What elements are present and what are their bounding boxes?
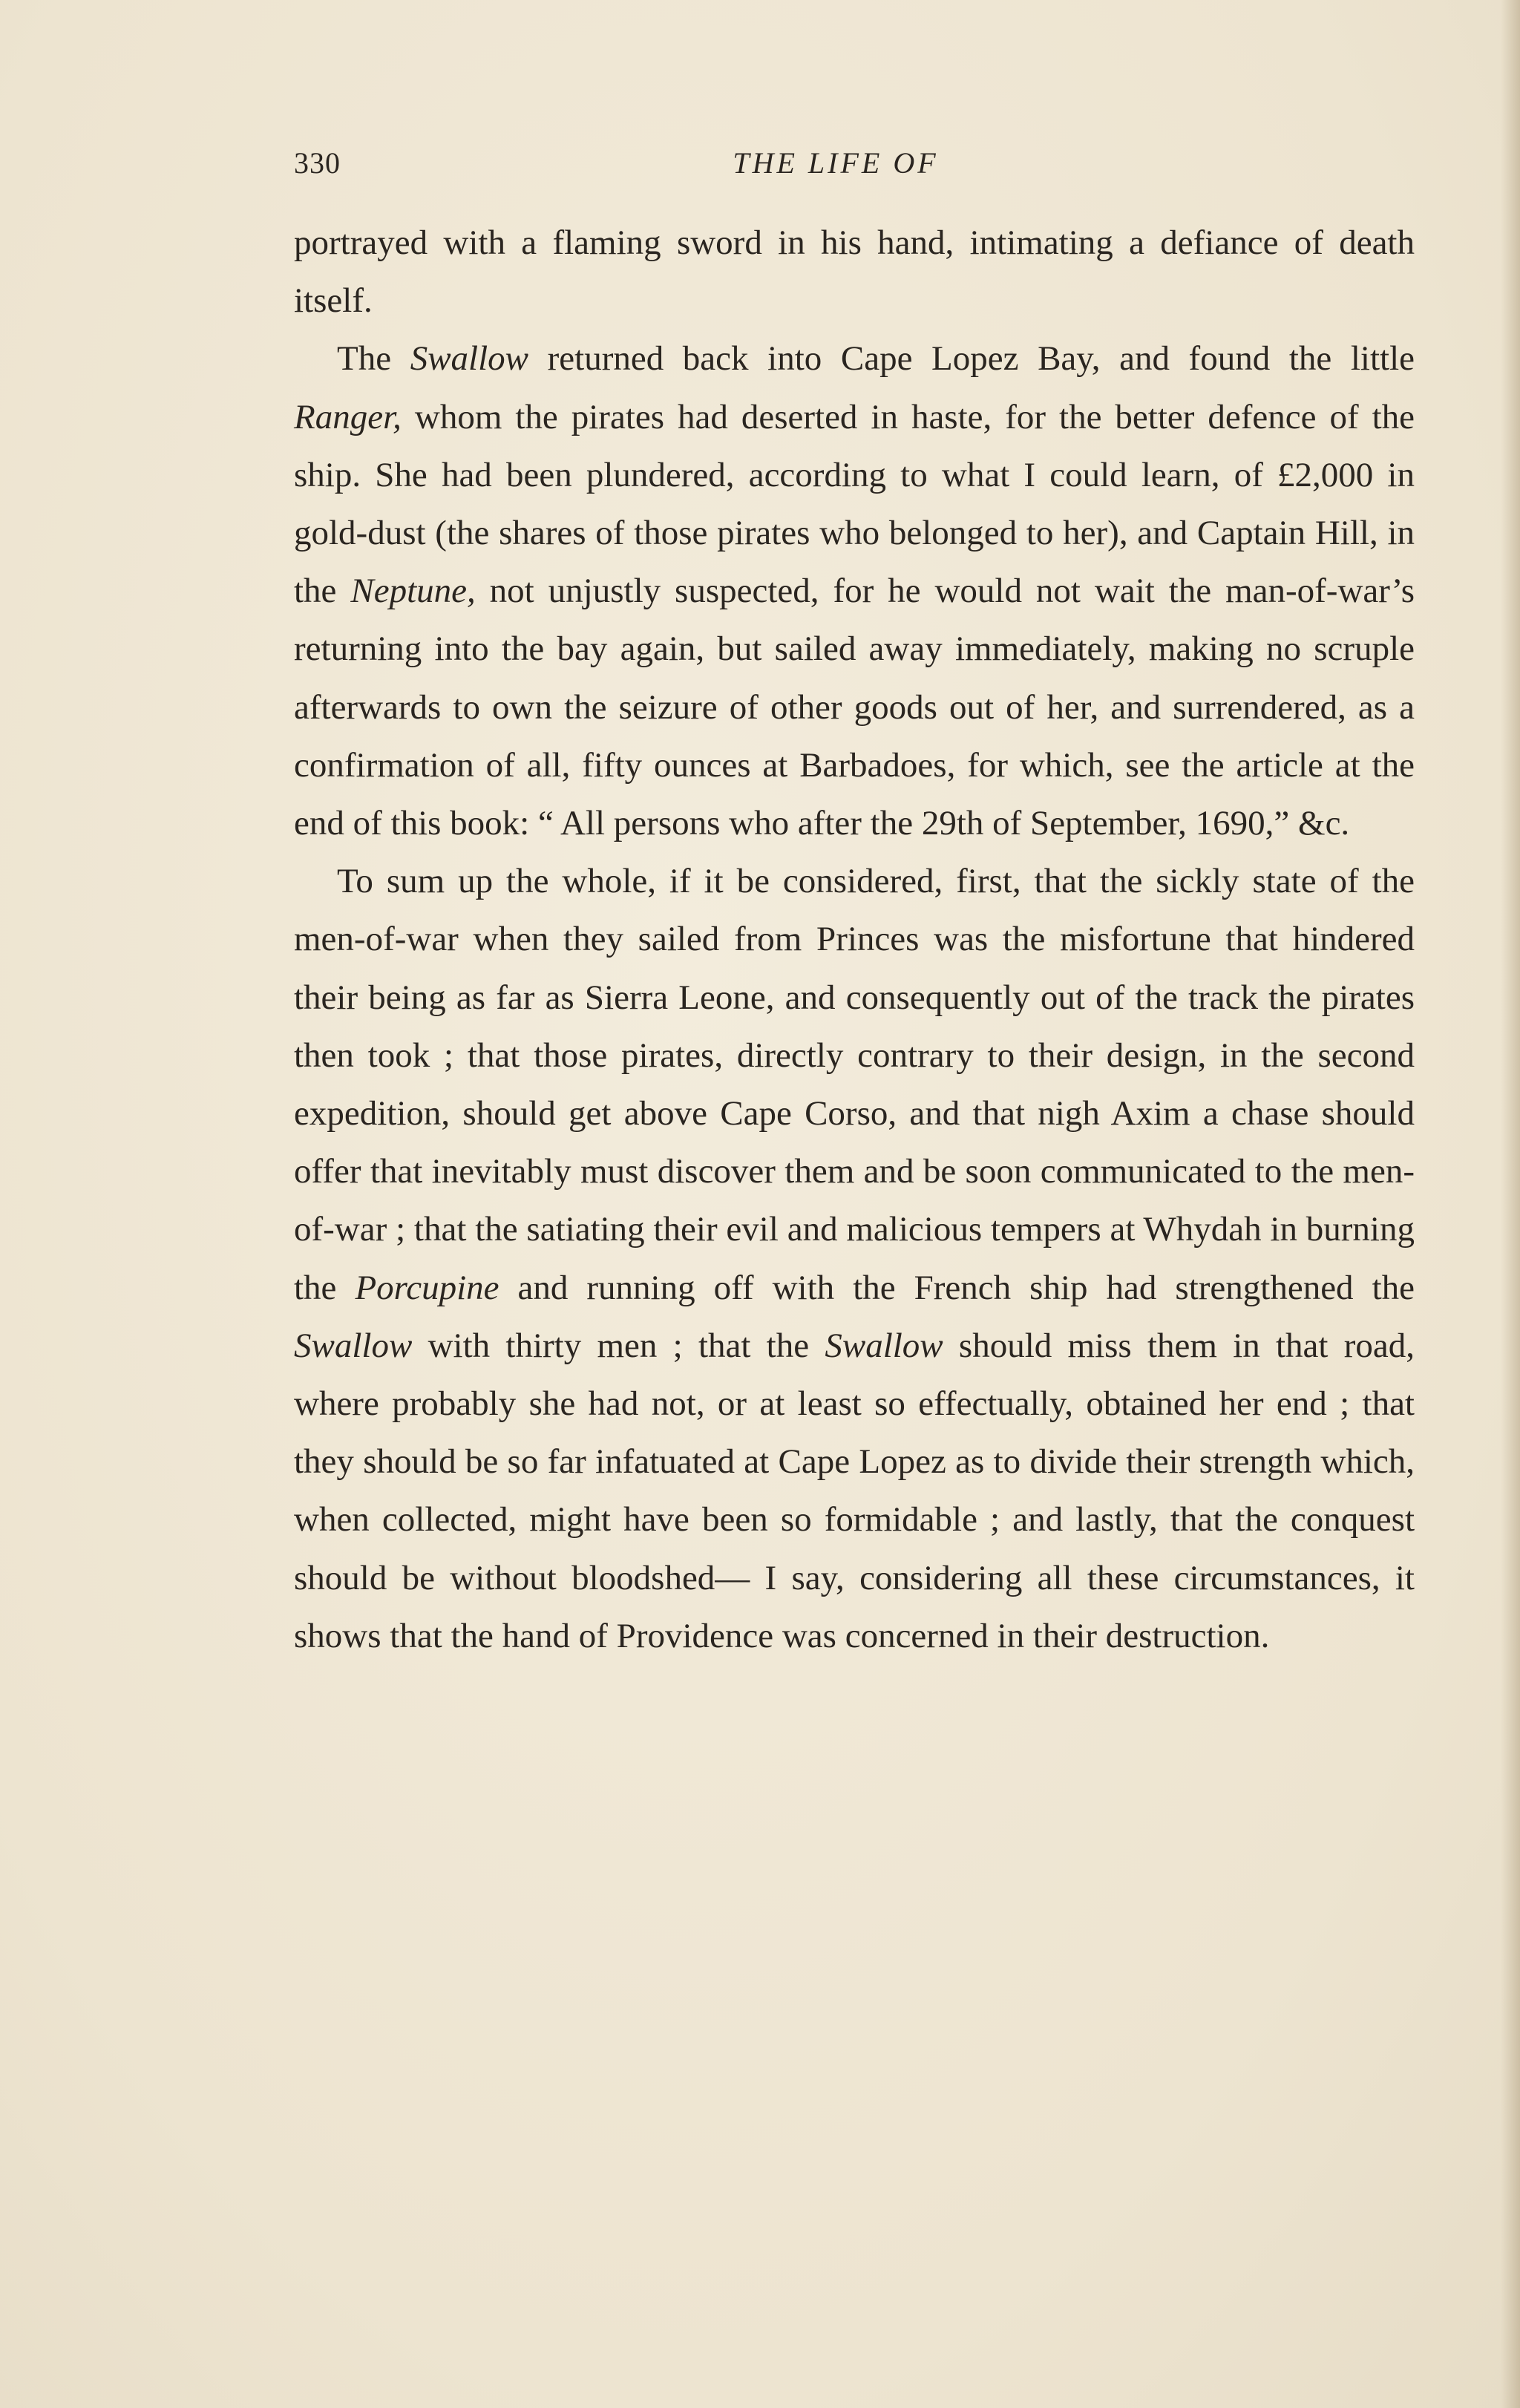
text-run: with thirty men ; that the [412,1326,825,1365]
italic-text-run: Ranger, [294,397,402,436]
body-text [294,214,1415,1665]
text-run: returned back into Cape Lopez Bay, and found the little [528,339,1415,379]
page-header [294,145,1415,190]
text-run: The [337,339,410,379]
italic-text-run: Swallow [825,1326,943,1365]
paragraph-2 [294,330,1415,852]
paragraph-1 [294,214,1415,330]
italic-text-run: Swallow [294,1326,413,1365]
text-run: portrayed with a flaming sword in his hand, intimating a defiance of death itself. [294,223,1415,321]
italic-text-run: Swallow [410,339,529,379]
text-run: not unjustly suspected, for he would not wait the man-of-war’s returning into the bay again, but sailed away immediately, making no scruple afterwards to own the seizure of other goods out of her, and surrendered, as a confirmation of all, fifty ounces at Barbadoes, for which, see the article at the end of this book: “ All persons who after the 29th of September, 1690,” &c. [294,572,1415,843]
page-number: 330 [294,146,341,180]
running-head: THE LIFE OF [733,146,939,180]
text-run: To sum up the whole, if it be considered, first, that the sickly state of the men-of-war when they sailed from Princes was the misfortune that hindered their being as far as Sierra Leone, and consequently out of the track the pirates then took ; that those pirates, directly contrary to their design, in the second expedition, should get above Cape Corso, and that nigh Axim a chase should offer that inevitably must discover them and be soon communicated to the men-of-war ; that the satiating their evil and malicious tempers at Whydah in burning the [294,862,1415,1307]
paragraph-3 [294,852,1415,1665]
italic-text-run: Neptune, [350,572,476,611]
text-run: and running off with the French ship had strengthened the [499,1268,1415,1307]
italic-text-run: Porcupine [355,1268,499,1307]
text-run: should miss them in that road, where probably she had not, or at least so effectually, obtained her end ; that they should be so far infatuated at Cape Lopez as to divide their strength which, when collected, might have been so formidable ; and lastly, that the conquest should be without bloodshed— I say, considering all these circumstances, it shows that the hand of Providence was concerned in their destruction. [294,1326,1415,1655]
page-edge-shadow [1501,0,1520,2408]
text-run: whom the pirates had deserted in haste, for the better defence of the ship. She had been plundered, according to what I could learn, of £2,000 in gold-dust (the shares of those pirates who belonged to her), and Captain Hill, in the [294,397,1415,611]
